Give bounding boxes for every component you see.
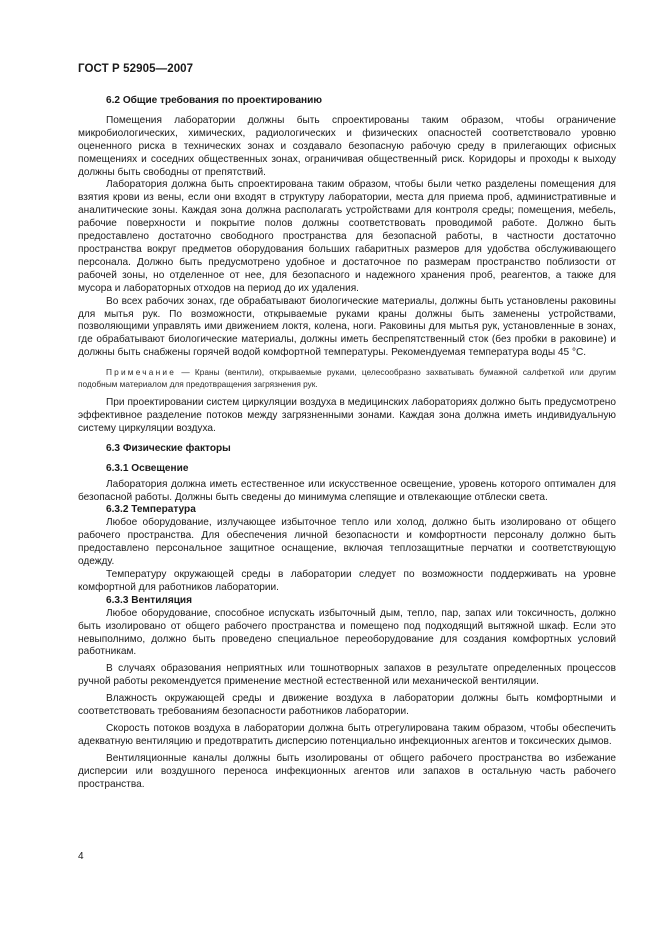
subsection-heading-6-3-2: 6.3.2 Температура	[106, 504, 196, 516]
note-label: Примечание	[106, 367, 177, 378]
document-body	[78, 95, 616, 792]
document-header: ГОСТ Р 52905—2007	[78, 63, 194, 75]
section-heading-6-3: 6.3 Физические факторы	[106, 442, 231, 454]
paragraph: Скорость потоков воздуха в лаборатории должна быть отрегулирована таким образом, чтобы обеспечить адекватную вентиляцию и предотвратить дисперсию потенциально инфекционных агентов и токсических дымов.	[78, 722, 616, 747]
section-heading-6-2: 6.2 Общие требования по проектированию	[106, 95, 322, 106]
note	[78, 367, 616, 390]
paragraph: Влажность окружающей среды и движение воздуха в лаборатории должны быть комфортными и соответствовать требованиям безопасности работников лаборатории.	[78, 693, 616, 718]
page-number: 4	[78, 851, 84, 862]
paragraph: При проектировании систем циркуляции воздуха в медицинских лабораториях должно быть предусмотрено эффективное разделение потоков между загрязненными зонами. Каждая зона должна иметь индивидуальную систему циркуляции воздуха.	[78, 397, 616, 434]
paragraph: Лаборатория должна быть спроектирована таким образом, чтобы были четко разделены помещения для взятия крови из вены, если они входят в структуру лаборатории, места для приема проб, административные и аналитические зоны. Каждая зона должна располагать устройствами для контроля среды; помещения, мебель, рабочие поверхности и покрытие полов должны соответствовать проводимой работе. Должно быть предоставлено достаточно свободного пространства для безопасной работы, в частности достаточно пространства вокруг предметов оборудования больших габаритных размеров для удобства обслуживающего персонала. Должно быть предусмотрено удобное и достаточное по размерам пространство поблизости от рабочей зоны, но отделенное от нее, для безопасного и надежного хранения проб, реагентов, а также для мусора и лабораторных отходов на период до их удаления.	[78, 179, 616, 294]
paragraph: Помещения лаборатории должны быть спроектированы таким образом, чтобы ограничение микробиологических, химических, радиологических и физических опасностей соответствовало уровню оцененного риска в технических зонах и создавало безопасную рабочую среду в прилегающих офисных помещениях и соседних общественных зонах, ограничивая общественный риск. Коридоры и проходы к выходу должны быть свободны от препятствий.	[78, 114, 616, 178]
paragraph: В случаях образования неприятных или тошнотворных запахов в результате определенных процессов ручной работы рекомендуется применение местной естественной или механической вентиляции.	[78, 663, 616, 688]
subsection-heading-6-3-1: 6.3.1 Освещение	[106, 462, 189, 474]
note-text: — Краны (вентили), открываемые руками, целесообразно захватывать бумажной салфеткой или другим подобным материалом для предотвращения загрязнения рук.	[78, 367, 616, 389]
paragraph: Во всех рабочих зонах, где обрабатывают биологические материалы, должны быть установлены раковины для мытья рук. По возможности, открываемые руками краны должны быть заменены устройствами, позволяющими управлять ими движением локтя, колена, ноги. Раковины для мытья рук, установленные в зонах, где обрабатывают биологические материалы, должны иметь беспрепятственный сток (без пробки в раковине) и должны быть снабжены горячей водой комфортной температуры. Рекомендуемая температура воды 45 °C.	[78, 295, 616, 359]
paragraph: Любое оборудование, способное испускать избыточный дым, тепло, пар, запах или токсичность, должно быть изолировано от общего рабочего пространства и помещено под подходящий вытяжной шкаф. Если это невыполнимо, должно быть проведено специальное переоборудование для создания комфортных условий работникам.	[78, 607, 616, 658]
paragraph: Любое оборудование, излучающее избыточное тепло или холод, должно быть изолировано от общего рабочего пространства. Для обеспечения личной безопасности и комфортности персоналу должно быть предоставлено персональное защитное оснащение, включая теплозащитные перчатки и соответствующую одежду.	[78, 517, 616, 568]
paragraph: Температуру окружающей среды в лаборатории следует по возможности поддерживать на уровне комфортной для работников лаборатории.	[78, 569, 616, 593]
paragraph: Лаборатория должна иметь естественное или искусственное освещение, уровень которого оптимален для безопасной работы. Должны быть сведены до минимума слепящие и отвлекающие отблески света.	[78, 478, 616, 503]
paragraph: Вентиляционные каналы должны быть изолированы от общего рабочего пространства во избежание дисперсии или воздушного переноса инфекционных агентов или запахов в остальную часть рабочего пространства.	[78, 752, 616, 790]
subsection-heading-6-3-3: 6.3.3 Вентиляция	[106, 594, 193, 606]
